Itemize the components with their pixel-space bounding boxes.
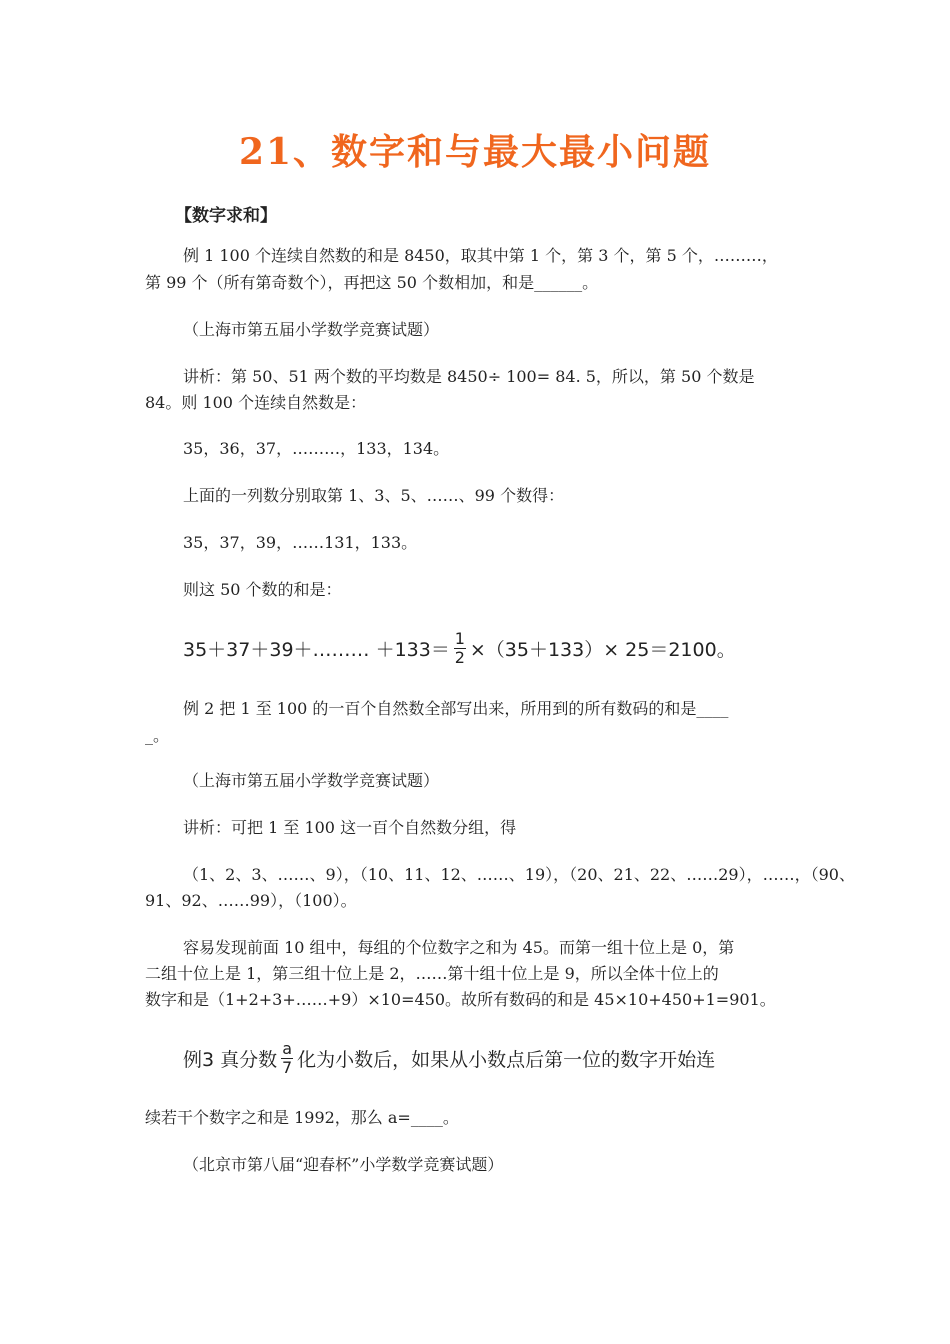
example-3-line-1 bbox=[183, 1036, 715, 1080]
example-3-suffix: 化为小数后，如果从小数点后第一位的数字开始连 bbox=[297, 1048, 716, 1071]
example-1-formula bbox=[183, 624, 736, 672]
example-1-source: （上海市第五届小学数学竞赛试题） bbox=[183, 320, 440, 339]
example-1-sequence-1: 35，36，37，………，133，134。 bbox=[183, 439, 450, 458]
formula-right: ×（35＋133）× 25＝2100。 bbox=[469, 638, 736, 661]
section-heading: 【数字求和】 bbox=[175, 206, 277, 226]
example-1-sequence-2: 35，37，39，……131，133。 bbox=[183, 533, 418, 552]
example-2-line-1: 例 2 把 1 至 100 的一百个自然数全部写出来，所用到的所有数码的和是____ bbox=[183, 699, 729, 718]
page-title: 21、数字和与最大最小问题 bbox=[238, 131, 712, 173]
example-3-line-2: 续若干个数字之和是 1992，那么 a=____。 bbox=[145, 1108, 459, 1127]
fraction-numerator: a bbox=[282, 1038, 293, 1058]
example-1-line-1: 例 1 100 个连续自然数的和是 8450，取其中第 1 个，第 3 个，第 5 个，………， bbox=[183, 246, 778, 265]
example-1-analysis-2: 84。则 100 个连续自然数是： bbox=[145, 393, 367, 412]
example-1-analysis-1: 讲析：第 50、51 两个数的平均数是 8450÷ 100= 84. 5，所以，第 50 个数是 bbox=[183, 367, 755, 386]
formula-fraction bbox=[454, 630, 466, 667]
example-3-prefix: 例3 真分数 bbox=[183, 1048, 278, 1071]
example-2-source: （上海市第五届小学数学竞赛试题） bbox=[183, 771, 440, 790]
example-2-groups-1: （1、2、3、……、9），（10、11、12、……、19），（20、21、22、……29），……，（90、 bbox=[183, 865, 855, 884]
example-2-paragraph-1: 容易发现前面 10 组中，每组的个位数字之和为 45。而第一组十位上是 0，第 bbox=[183, 938, 735, 957]
example-1-text-2: 上面的一列数分别取第 1、3、5、……、99 个数得： bbox=[183, 486, 565, 505]
example-2-paragraph-3: 数字和是（1+2+3+……+9）×10=450。故所有数码的和是 45×10+450+1=901。 bbox=[145, 990, 776, 1009]
example-2-paragraph-2: 二组十位上是 1，第三组十位上是 2，……第十组十位上是 9，所以全体十位上的 bbox=[145, 964, 719, 983]
example-1-text-3: 则这 50 个数的和是： bbox=[183, 580, 342, 599]
example-3-source: （北京市第八届“迎春杯”小学数学竞赛试题） bbox=[183, 1155, 504, 1174]
fraction-denominator: 2 bbox=[454, 647, 465, 667]
formula-left: 35＋37＋39＋……… ＋133＝ bbox=[183, 638, 450, 661]
example-2-line-2: _。 bbox=[145, 726, 170, 745]
example-3-fraction bbox=[281, 1040, 293, 1077]
example-2-analysis: 讲析：可把 1 至 100 这一百个自然数分组，得 bbox=[183, 818, 517, 837]
fraction-denominator: 7 bbox=[282, 1057, 293, 1077]
example-1-line-2: 第 99 个（所有第奇数个），再把这 50 个数相加，和是______。 bbox=[145, 273, 599, 292]
fraction-numerator: 1 bbox=[454, 628, 465, 648]
example-2-groups-2: 91、92、……99），（100）。 bbox=[145, 891, 357, 910]
